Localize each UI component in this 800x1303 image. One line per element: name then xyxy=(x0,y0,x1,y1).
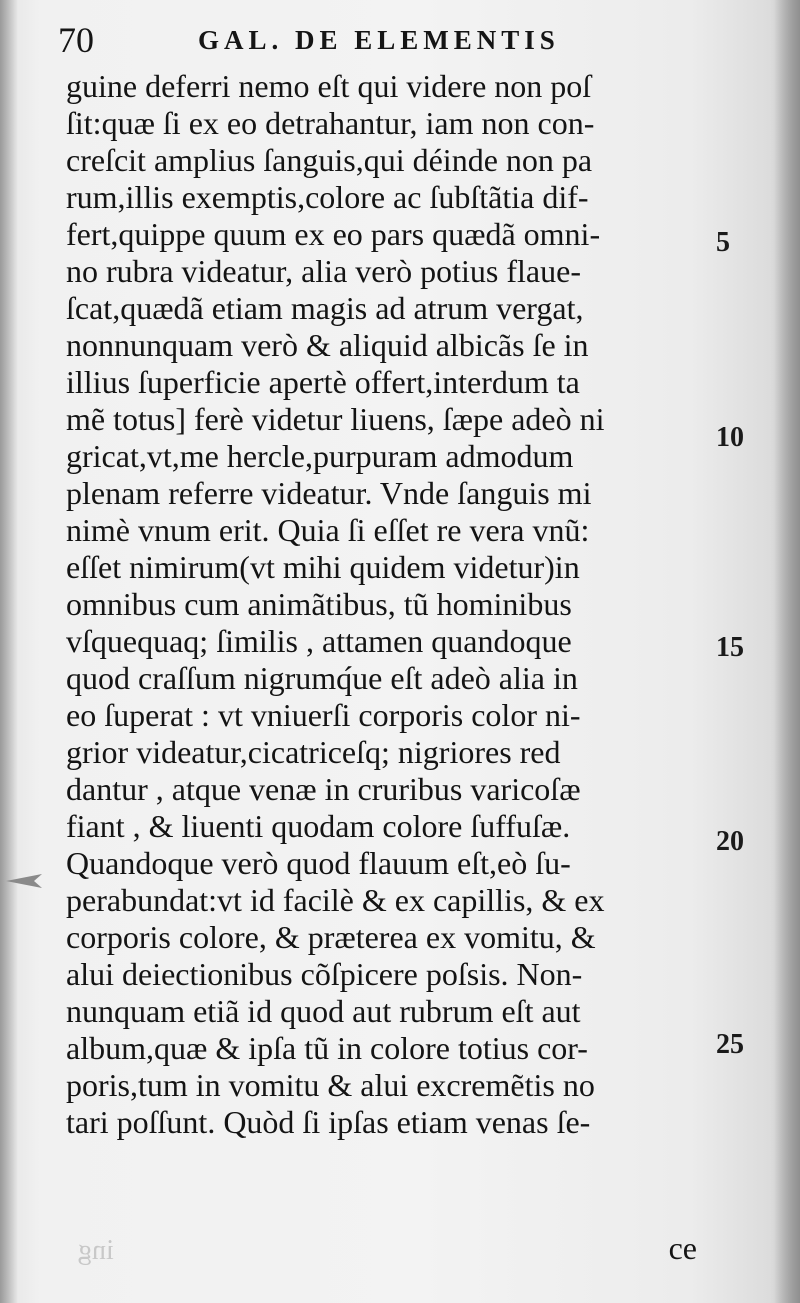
line-number-20: 20 xyxy=(716,826,744,857)
line-number-25: 25 xyxy=(716,1029,744,1060)
text-line: corporis colore, & præterea ex vomitu, & xyxy=(66,919,596,955)
text-line: grior videatur,cicatriceſq; nigriores red xyxy=(66,734,561,770)
text-line: guine deferri nemo eſt qui videre non poſ xyxy=(66,68,592,104)
text-line: Quandoque verò quod flauum eſt,eò ſu- xyxy=(66,845,571,881)
text-line: nonnunquam verò & aliquid albicãs ſe in xyxy=(66,327,589,363)
text-line: nunquam etiã id quod aut rubrum eſt aut xyxy=(66,993,581,1029)
text-line: illius ſuperficie apertè offert,interdum ta xyxy=(66,364,580,400)
text-line: poris,tum in vomitu & alui excremẽtis no xyxy=(66,1067,595,1103)
line-number-10: 10 xyxy=(716,422,744,453)
text-line: omnibus cum animãtibus, tũ hominibus xyxy=(66,586,572,622)
line-number-15: 15 xyxy=(716,632,744,663)
text-line: mẽ totus] ferè videtur liuens, ſæpe adeò ni xyxy=(66,401,605,437)
running-head: GAL. DE ELEMENTIS xyxy=(198,25,560,55)
text-line: gricat,vt,me hercle,purpuram admodum xyxy=(66,438,574,474)
text-line: eo ſuperat : vt vniuerſi corporis color ni- xyxy=(66,697,581,733)
text-line: album,quæ & ipſa tũ in colore totius cor- xyxy=(66,1030,588,1066)
page-header xyxy=(58,18,618,62)
text-line: alui deiectionibus cõſpicere poſsis. Non- xyxy=(66,956,583,992)
text-line: ſit:quæ ſi ex eo detrahantur, iam non con- xyxy=(66,105,595,141)
text-line: fert,quippe quum ex eo pars quædã omni- xyxy=(66,216,601,252)
text-line: rum,illis exemptis,colore ac ſubſtãtia dif- xyxy=(66,179,589,215)
text-line: quod craſſum nigrumq́ue eſt adeò alia in xyxy=(66,660,578,696)
text-line: creſcit amplius ſanguis,qui déinde non pa xyxy=(66,142,593,178)
text-line: vſquequaq; ſimilis , attamen quandoque xyxy=(66,623,572,659)
text-line: no rubra videatur, alia verò potius flaue- xyxy=(66,253,581,289)
text-line: plenam referre videatur. Vnde ſanguis mi xyxy=(66,475,592,511)
text-line: ſcat,quædã etiam magis ad atrum vergat, xyxy=(66,290,584,326)
page-number: 70 xyxy=(58,20,94,60)
catchword: ce xyxy=(668,1230,697,1266)
text-line: fiant , & liuenti quodam colore ſuffuſæ. xyxy=(66,808,571,844)
page-edge-shadow xyxy=(774,0,800,1303)
bleed-through-text: ing xyxy=(78,1235,114,1266)
body-text xyxy=(66,68,711,1141)
margin-pointer-mark xyxy=(4,870,44,892)
text-line: perabundat:vt id facilè & ex capillis, & ex xyxy=(66,882,605,918)
text-line: eſſet nimirum(vt mihi quidem videtur)in xyxy=(66,549,580,585)
text-line: nimè vnum erit. Quia ſi eſſet re vera vnũ: xyxy=(66,512,590,548)
text-line: tari poſſunt. Quòd ſi ipſas etiam venas ſe- xyxy=(66,1104,591,1140)
line-number-5: 5 xyxy=(716,227,730,258)
spine-shadow xyxy=(0,0,18,1303)
text-line: dantur , atque venæ in cruribus varicoſæ xyxy=(66,771,581,807)
